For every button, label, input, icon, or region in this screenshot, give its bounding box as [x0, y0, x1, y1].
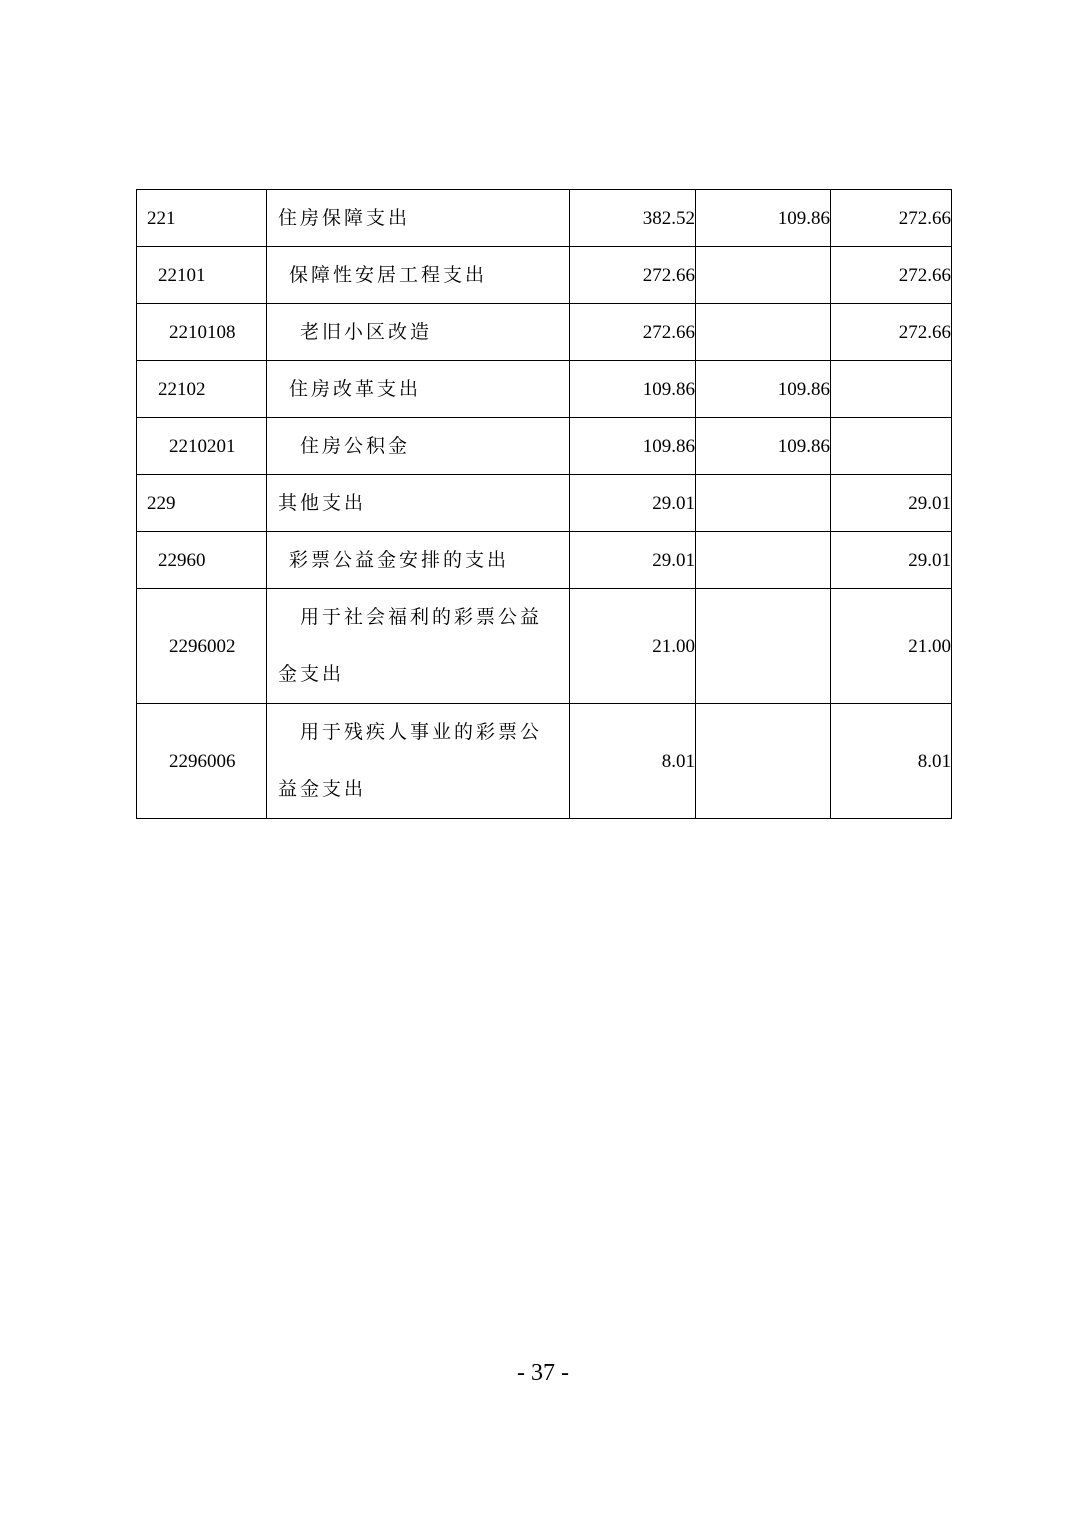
- basic-amount: [696, 475, 831, 532]
- table-row: [137, 304, 952, 361]
- subject-code: 22960: [137, 532, 267, 589]
- project-amount: 272.66: [831, 190, 952, 247]
- subject-code: 221: [137, 190, 267, 247]
- subject-code: 2210108: [137, 304, 267, 361]
- basic-amount: 109.86: [696, 361, 831, 418]
- page-number: - 37 -: [517, 1360, 569, 1386]
- total-amount: 21.00: [570, 589, 696, 704]
- subject-name: 其他支出: [267, 475, 570, 532]
- subject-code: 22101: [137, 247, 267, 304]
- subject-code: 229: [137, 475, 267, 532]
- basic-amount: 109.86: [696, 190, 831, 247]
- project-amount: 29.01: [831, 475, 952, 532]
- table-row: [137, 704, 952, 819]
- project-amount: 272.66: [831, 304, 952, 361]
- project-amount: [831, 418, 952, 475]
- table-row: [137, 532, 952, 589]
- project-amount: 8.01: [831, 704, 952, 819]
- basic-amount: 109.86: [696, 418, 831, 475]
- total-amount: 29.01: [570, 532, 696, 589]
- basic-amount: [696, 704, 831, 819]
- basic-amount: [696, 589, 831, 704]
- total-amount: 29.01: [570, 475, 696, 532]
- subject-code: 2296006: [137, 704, 267, 819]
- subject-name: 彩票公益金安排的支出: [267, 532, 570, 589]
- table-row: [137, 418, 952, 475]
- project-amount: 29.01: [831, 532, 952, 589]
- total-amount: 272.66: [570, 304, 696, 361]
- total-amount: 382.52: [570, 190, 696, 247]
- project-amount: 21.00: [831, 589, 952, 704]
- basic-amount: [696, 304, 831, 361]
- subject-name: 保障性安居工程支出: [267, 247, 570, 304]
- project-amount: [831, 361, 952, 418]
- subject-code: 2210201: [137, 418, 267, 475]
- table-row: [137, 475, 952, 532]
- table-row: [137, 190, 952, 247]
- subject-name: 老旧小区改造: [267, 304, 570, 361]
- total-amount: 8.01: [570, 704, 696, 819]
- subject-name: 住房保障支出: [267, 190, 570, 247]
- subject-name: 住房改革支出: [267, 361, 570, 418]
- subject-name: 用于残疾人事业的彩票公益金支出: [267, 704, 570, 819]
- table-row: [137, 247, 952, 304]
- basic-amount: [696, 247, 831, 304]
- total-amount: 109.86: [570, 418, 696, 475]
- subject-name: 住房公积金: [267, 418, 570, 475]
- table-row: [137, 589, 952, 704]
- project-amount: 272.66: [831, 247, 952, 304]
- basic-amount: [696, 532, 831, 589]
- subject-name: 用于社会福利的彩票公益金支出: [267, 589, 570, 704]
- total-amount: 109.86: [570, 361, 696, 418]
- total-amount: 272.66: [570, 247, 696, 304]
- subject-code: 22102: [137, 361, 267, 418]
- subject-code: 2296002: [137, 589, 267, 704]
- table-row: [137, 361, 952, 418]
- budget-table: [136, 189, 952, 819]
